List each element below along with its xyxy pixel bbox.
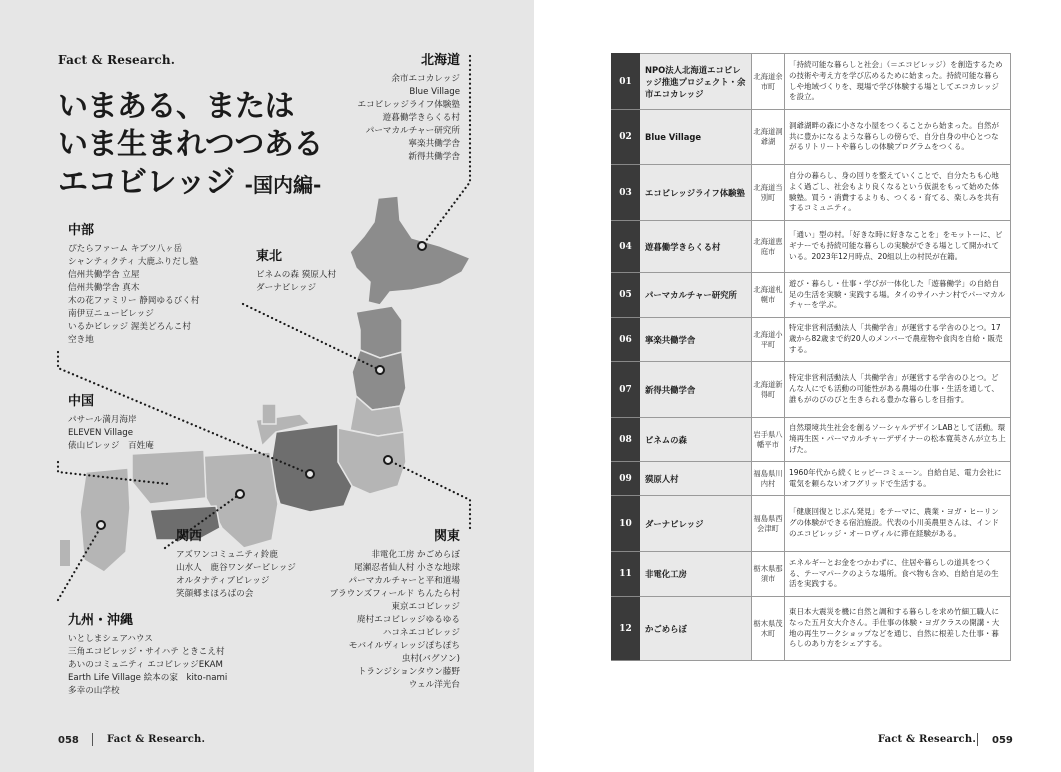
map-chugoku bbox=[132, 450, 206, 504]
village-location: 北海道小平町 bbox=[752, 318, 785, 362]
village-location: 北海道当別町 bbox=[752, 165, 785, 221]
table-row bbox=[612, 165, 1011, 221]
footer-brand-right: Fact & Research. bbox=[877, 734, 976, 745]
village-location: 北海道恵庭市 bbox=[752, 221, 785, 273]
village-location: 北海道余市町 bbox=[752, 54, 785, 110]
village-name: 遊暮働学きらくる村 bbox=[640, 221, 752, 273]
region-chubu bbox=[68, 222, 199, 347]
region-chugoku bbox=[68, 393, 154, 453]
row-number: 12 bbox=[612, 597, 640, 661]
row-number: 09 bbox=[612, 462, 640, 496]
village-description: 東日本大震災を機に自然と調和する暮らしを求め竹細工職人になった五月女大介さん。手仕事の体験・ヨガクラスの開講・大地の再生ワークショップなどを通じ、自然に根差した仕事・暮らしのあり方をシェアする。 bbox=[785, 597, 1011, 661]
page-number-left: 058 bbox=[58, 735, 79, 746]
table-row bbox=[612, 221, 1011, 273]
list-item: 空き地 bbox=[68, 335, 94, 345]
list-item: シャンティクティ 大鹿ふりだし塾 bbox=[68, 257, 199, 267]
map-hokkaido bbox=[350, 196, 470, 305]
row-number: 02 bbox=[612, 110, 640, 165]
list-item: ウェル洋光台 bbox=[408, 680, 460, 690]
list-item: ダーナビレッジ bbox=[256, 283, 317, 293]
list-item: 俵山ビレッジ 百姓庵 bbox=[68, 441, 154, 451]
list-item: パーマカルチャー研究所 bbox=[365, 126, 460, 136]
title-line-3: エコビレッジ bbox=[58, 165, 235, 200]
list-item: 虫村(バグソン) bbox=[401, 654, 460, 664]
marker-chubu bbox=[306, 470, 314, 478]
region-tohoku bbox=[256, 248, 336, 295]
table-row bbox=[612, 110, 1011, 165]
list-item: 新得共働学舎 bbox=[408, 152, 460, 162]
table-row bbox=[612, 54, 1011, 110]
village-name: Blue Village bbox=[640, 110, 752, 165]
village-description: 「通い」型の村。「好きな時に好きなことを」をモットーに、ビギナーでも持続可能な暮らしの実験ができる場として開かれている。2023年12月時点、20組以上の村民が在籍。 bbox=[785, 221, 1011, 273]
region-chubu-name: 中部 bbox=[68, 223, 95, 238]
list-item: エコビレッジライフ体験塾 bbox=[357, 100, 460, 110]
village-location: 栃木県那須市 bbox=[752, 552, 785, 597]
row-number: 01 bbox=[612, 54, 640, 110]
list-item: 多幸の山学校 bbox=[68, 686, 120, 696]
region-hokkaido bbox=[357, 52, 460, 164]
list-item: 余市エコカレッジ bbox=[391, 74, 460, 84]
village-location: 福島県川内村 bbox=[752, 462, 785, 496]
village-description: 1960年代から続くヒッピーコミューン。自給自足、電力会社に電気を頼らないオフグリッドで生活する。 bbox=[785, 462, 1011, 496]
village-name: かごめらぼ bbox=[640, 597, 752, 661]
list-item: 非電化工房 かごめらぼ bbox=[371, 550, 460, 560]
village-name: NPO法人北海道エコビレッジ推進プロジェクト・余市エコカレッジ bbox=[640, 54, 752, 110]
region-hokkaido-name: 北海道 bbox=[420, 53, 460, 68]
table-row bbox=[612, 462, 1011, 496]
region-kansai-name: 関西 bbox=[176, 529, 203, 544]
list-item: 南伊豆ニュービレッジ bbox=[68, 309, 154, 319]
row-number: 11 bbox=[612, 552, 640, 597]
village-location: 岩手県八幡平市 bbox=[752, 418, 785, 462]
region-kansai bbox=[176, 528, 296, 601]
footer-divider bbox=[92, 733, 93, 746]
village-description: 洞爺湖畔の森に小さな小屋をつくることから始まった。自然が共に豊かになるような暮らしの傍らで、自分自身の中心とつながるリトリートや暮らしの体験プログラムをつくる。 bbox=[785, 110, 1011, 165]
village-name: 非電化工房 bbox=[640, 552, 752, 597]
map-okinawa bbox=[60, 540, 70, 566]
map-tohoku-north bbox=[356, 306, 402, 358]
marker-hokkaido bbox=[418, 242, 426, 250]
village-name: 寧楽共働学舎 bbox=[640, 318, 752, 362]
list-item: いとしまシェアハウス bbox=[68, 634, 153, 644]
marker-tohoku bbox=[376, 366, 384, 374]
list-item: ブラウンズフィールド ちんたら村 bbox=[329, 589, 460, 599]
map-kyushu bbox=[80, 468, 130, 572]
brand-logo: Fact & Research. bbox=[58, 53, 176, 67]
table-row bbox=[612, 496, 1011, 552]
page-number-right: 059 bbox=[992, 735, 1013, 746]
marker-kyushu bbox=[97, 521, 105, 529]
region-kyushu bbox=[68, 612, 227, 698]
list-item: 山水人 鹿谷ワンダービレッジ bbox=[176, 563, 296, 573]
village-name: 獏原人村 bbox=[640, 462, 752, 496]
table-row bbox=[612, 418, 1011, 462]
list-item: ハコネエコビレッジ bbox=[382, 628, 460, 638]
list-item: 遊暮働学きらくる村 bbox=[382, 113, 460, 123]
marker-kansai bbox=[236, 490, 244, 498]
village-name: ダーナビレッジ bbox=[640, 496, 752, 552]
village-description: エネルギーとお金をつかわずに、住居や暮らしの道具をつくる、テーマパークのような場所。食べ物も含め、自給自足の生活を実践する。 bbox=[785, 552, 1011, 597]
region-chugoku-name: 中国 bbox=[68, 394, 95, 409]
village-description: 遊び・暮らし・仕事・学びが一体化した「遊暮働学」の自給自足の生活を実験・実践する場。タイのサイハナン村でパーマカルチャーを学ぶ。 bbox=[785, 273, 1011, 318]
village-name: エコビレッジライフ体験塾 bbox=[640, 165, 752, 221]
list-item: 東京エコビレッジ bbox=[391, 602, 460, 612]
table-row bbox=[612, 552, 1011, 597]
region-kanto-name: 関東 bbox=[433, 529, 460, 544]
list-item: 寧楽共働学舎 bbox=[408, 139, 460, 149]
list-item: Earth Life Village 絵本の家 kito-nami bbox=[68, 673, 228, 683]
row-number: 06 bbox=[612, 318, 640, 362]
village-description: 自然環境共生社会を創るソーシャルデザインLABとして活動。環境再生医・パーマカルチャーデザイナーの松本寛英さんが立ち上げた。 bbox=[785, 418, 1011, 462]
title-subtitle: -国内編- bbox=[244, 173, 322, 197]
village-description: 自分の暮らし、身の回りを整えていくことで、自分たちも心地よく過ごし、社会もより良くなるという仮説をもって始めた体験塾。買う・消費するよりも、つくる・育てる、楽しみを共有するコミュニティ。 bbox=[785, 165, 1011, 221]
list-item: Blue Village bbox=[409, 87, 460, 97]
village-location: 北海道新得町 bbox=[752, 362, 785, 418]
list-item: 木の花ファミリー 静岡ゆるびく村 bbox=[68, 296, 200, 306]
list-item: 三角エコビレッジ・サイハテ ときこえ村 bbox=[68, 647, 225, 657]
village-location: 栃木県茂木町 bbox=[752, 597, 785, 661]
row-number: 08 bbox=[612, 418, 640, 462]
list-item: アズワンコミュニティ鈴鹿 bbox=[176, 550, 278, 560]
list-item: 尾瀬忍者仙人村 小さな地球 bbox=[354, 563, 460, 573]
region-kanto bbox=[329, 528, 460, 692]
village-description: 特定非営利活動法人「共働学舎」が運営する学舎のひとつ。17歳から82歳まで約20人のメンバーで農産物や食肉を自給・販売する。 bbox=[785, 318, 1011, 362]
list-item: モバイルヴィレッジぽちぽち bbox=[348, 641, 460, 651]
village-name: ビネムの森 bbox=[640, 418, 752, 462]
village-name: パーマカルチャー研究所 bbox=[640, 273, 752, 318]
list-item: 笑顔郷まほろばの会 bbox=[176, 589, 254, 599]
table-row bbox=[612, 362, 1011, 418]
table-row bbox=[612, 273, 1011, 318]
marker-kanto bbox=[384, 456, 392, 464]
title-line-1: いまある、または bbox=[58, 89, 294, 124]
footer-divider bbox=[977, 733, 978, 746]
village-location: 北海道札幌市 bbox=[752, 273, 785, 318]
village-description: 「健康回復とじぶん発見」をテーマに、農業・ヨガ・ヒーリングの体験ができる宿泊施設。代表の小川美農里さんは、インドのエコビレッジ・オーロヴィルに滞在経験がある。 bbox=[785, 496, 1011, 552]
right-page bbox=[534, 0, 1061, 772]
list-item: あいのコミュニティ エコビレッジEKAM bbox=[68, 660, 223, 670]
village-description: 「持続可能な暮らしと社会」（＝エコビレッジ）を創造するための技術や考え方を学び広めるために始まった。持続可能な暮らしや地域づくりを、現場で学び体験する場としてエコカレッジを設立。 bbox=[785, 54, 1011, 110]
list-item: ビネムの森 獏原人村 bbox=[256, 270, 337, 280]
row-number: 10 bbox=[612, 496, 640, 552]
table-row bbox=[612, 597, 1011, 661]
village-description: 特定非営利活動法人「共働学舎」が運営する学舎のひとつ。どんな人にでも活動の可能性がある農場の仕事・生活を通して、誰もがのびのびと生きられる豊かな暮らしを目指す。 bbox=[785, 362, 1011, 418]
list-item: ぴたらファーム キブツ八ヶ岳 bbox=[68, 244, 183, 254]
list-item: 廃村エコビレッジゆるゆる bbox=[356, 615, 460, 625]
row-number: 03 bbox=[612, 165, 640, 221]
list-item: 信州共働学舎 真木 bbox=[68, 283, 140, 293]
list-item: トランジションタウン藤野 bbox=[357, 667, 460, 677]
region-kyushu-name: 九州・沖縄 bbox=[68, 613, 134, 628]
list-item: ELEVEN Village bbox=[68, 428, 133, 438]
list-item: いるかビレッジ 渥美どろんこ村 bbox=[68, 322, 191, 332]
table-row bbox=[612, 318, 1011, 362]
footer-brand-left: Fact & Research. bbox=[107, 734, 206, 745]
region-tohoku-name: 東北 bbox=[256, 249, 283, 264]
list-item: パーマカルチャーと平和道場 bbox=[348, 576, 460, 586]
list-item: オルタナティブビレッジ bbox=[176, 576, 270, 586]
village-location: 北海道洞爺湖 bbox=[752, 110, 785, 165]
village-location: 福島県西会津町 bbox=[752, 496, 785, 552]
row-number: 05 bbox=[612, 273, 640, 318]
list-item: 信州共働学舎 立屋 bbox=[68, 270, 140, 280]
list-item: パサール満月海岸 bbox=[68, 415, 137, 425]
village-name: 新得共働学舎 bbox=[640, 362, 752, 418]
row-number: 07 bbox=[612, 362, 640, 418]
map-noto bbox=[262, 404, 276, 424]
eco-village-table bbox=[611, 53, 1011, 661]
title-line-2: いま生まれつつある bbox=[58, 127, 323, 162]
row-number: 04 bbox=[612, 221, 640, 273]
